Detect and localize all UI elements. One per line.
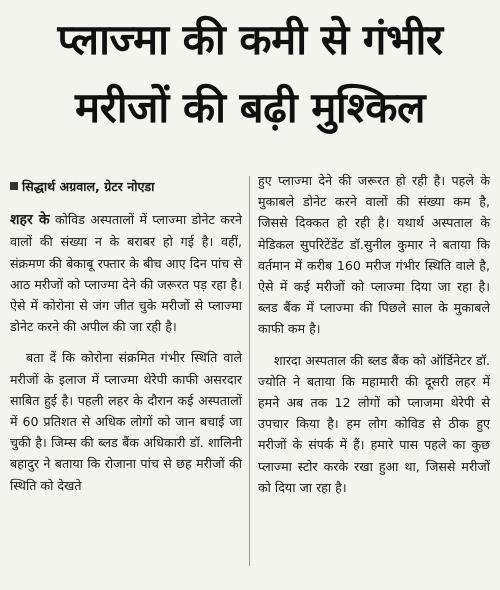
byline: [10, 176, 242, 197]
headline-line-2: मरीजों की बढ़ी मुश्किल: [75, 83, 425, 132]
headline: [0, 6, 500, 142]
lead-word: शहर के: [10, 212, 50, 229]
paragraph-lead-text: कोविड अस्पतालों में प्लाज्मा डोनेट करने वालों की संख्या न के बराबर हो गई है। वहीं, संक्रमण की बेकाबू रफ्तार के बीच आए दिन पांच से आठ मरीजों को प्लाज्मा देने की जरूरत पड़ रहा है। ऐसे में कोरोना से जंग जीत चुके मरीजों से प्लाज्मा डोनेट करने की अपील की जा रही है।: [10, 212, 243, 335]
paragraph-lead: [10, 209, 242, 337]
byline-text: सिद्धार्थ अग्रवाल, ग्रेटर नोएडा: [22, 179, 155, 194]
article-column-right: [258, 170, 490, 498]
column-divider: [249, 176, 250, 566]
paragraph-3: हुए प्लाज्मा देने की जरूरत हो रही है। पहले के मुकाबले डोनेट करने वालों की संख्या कम है, जिससे दिक्कत हो रही है। यथार्थ अस्पताल के मेडिकल सुपरिटेंडेंट डॉ.सुनील कुमार ने बताया कि वर्तमान में करीब 160 मरीज गंभीर स्थिति वाले है, ऐसे में कई मरीजों को प्लाज्मा दिया जा रहा है। ब्लड बैंक में प्लाज्मा की पिछले साल के मुकाबले काफी कम है।: [258, 173, 490, 337]
headline-line-1: प्लाज्मा की कमी से गंभीर: [57, 15, 443, 64]
article-column-left: [10, 176, 242, 496]
paragraph-4: शारदा अस्पताल की ब्लड बैंक को ऑर्डिनेटर डॉ. ज्योति ने बताया कि महामारी की दूसरी लहर में हमने अब तक 12 लोगों को प्लाजमा थेरेपी से उपचार किया है। हम लोग कोविड से ठीक हुए मरीजों के संपर्क में हैं। हमारे पास पहले का कुछ प्लाज्मा स्टोर करके रखा हुआ था, जिससे मरीजों को दिया जा रहा है।: [258, 352, 490, 495]
paragraph-2: बता दें कि कोरोना संक्रमित गंभीर स्थिति वाले मरीजों के इलाज में प्लाज्मा थेरेपी काफी असरदार साबित हुई है। पहली लहर के दौरान कई अस्पतालों में 60 प्रतिशत से अधिक लोगों को जान बचाई जा चुकी है। जिम्स की ब्लड बैंक अधिकारी डॉ. शालिनी बहादुर ने बताया कि रोजाना पांच से छह मरीजों की स्थिति को देखते: [10, 350, 242, 493]
byline-bullet-icon: [10, 182, 18, 190]
